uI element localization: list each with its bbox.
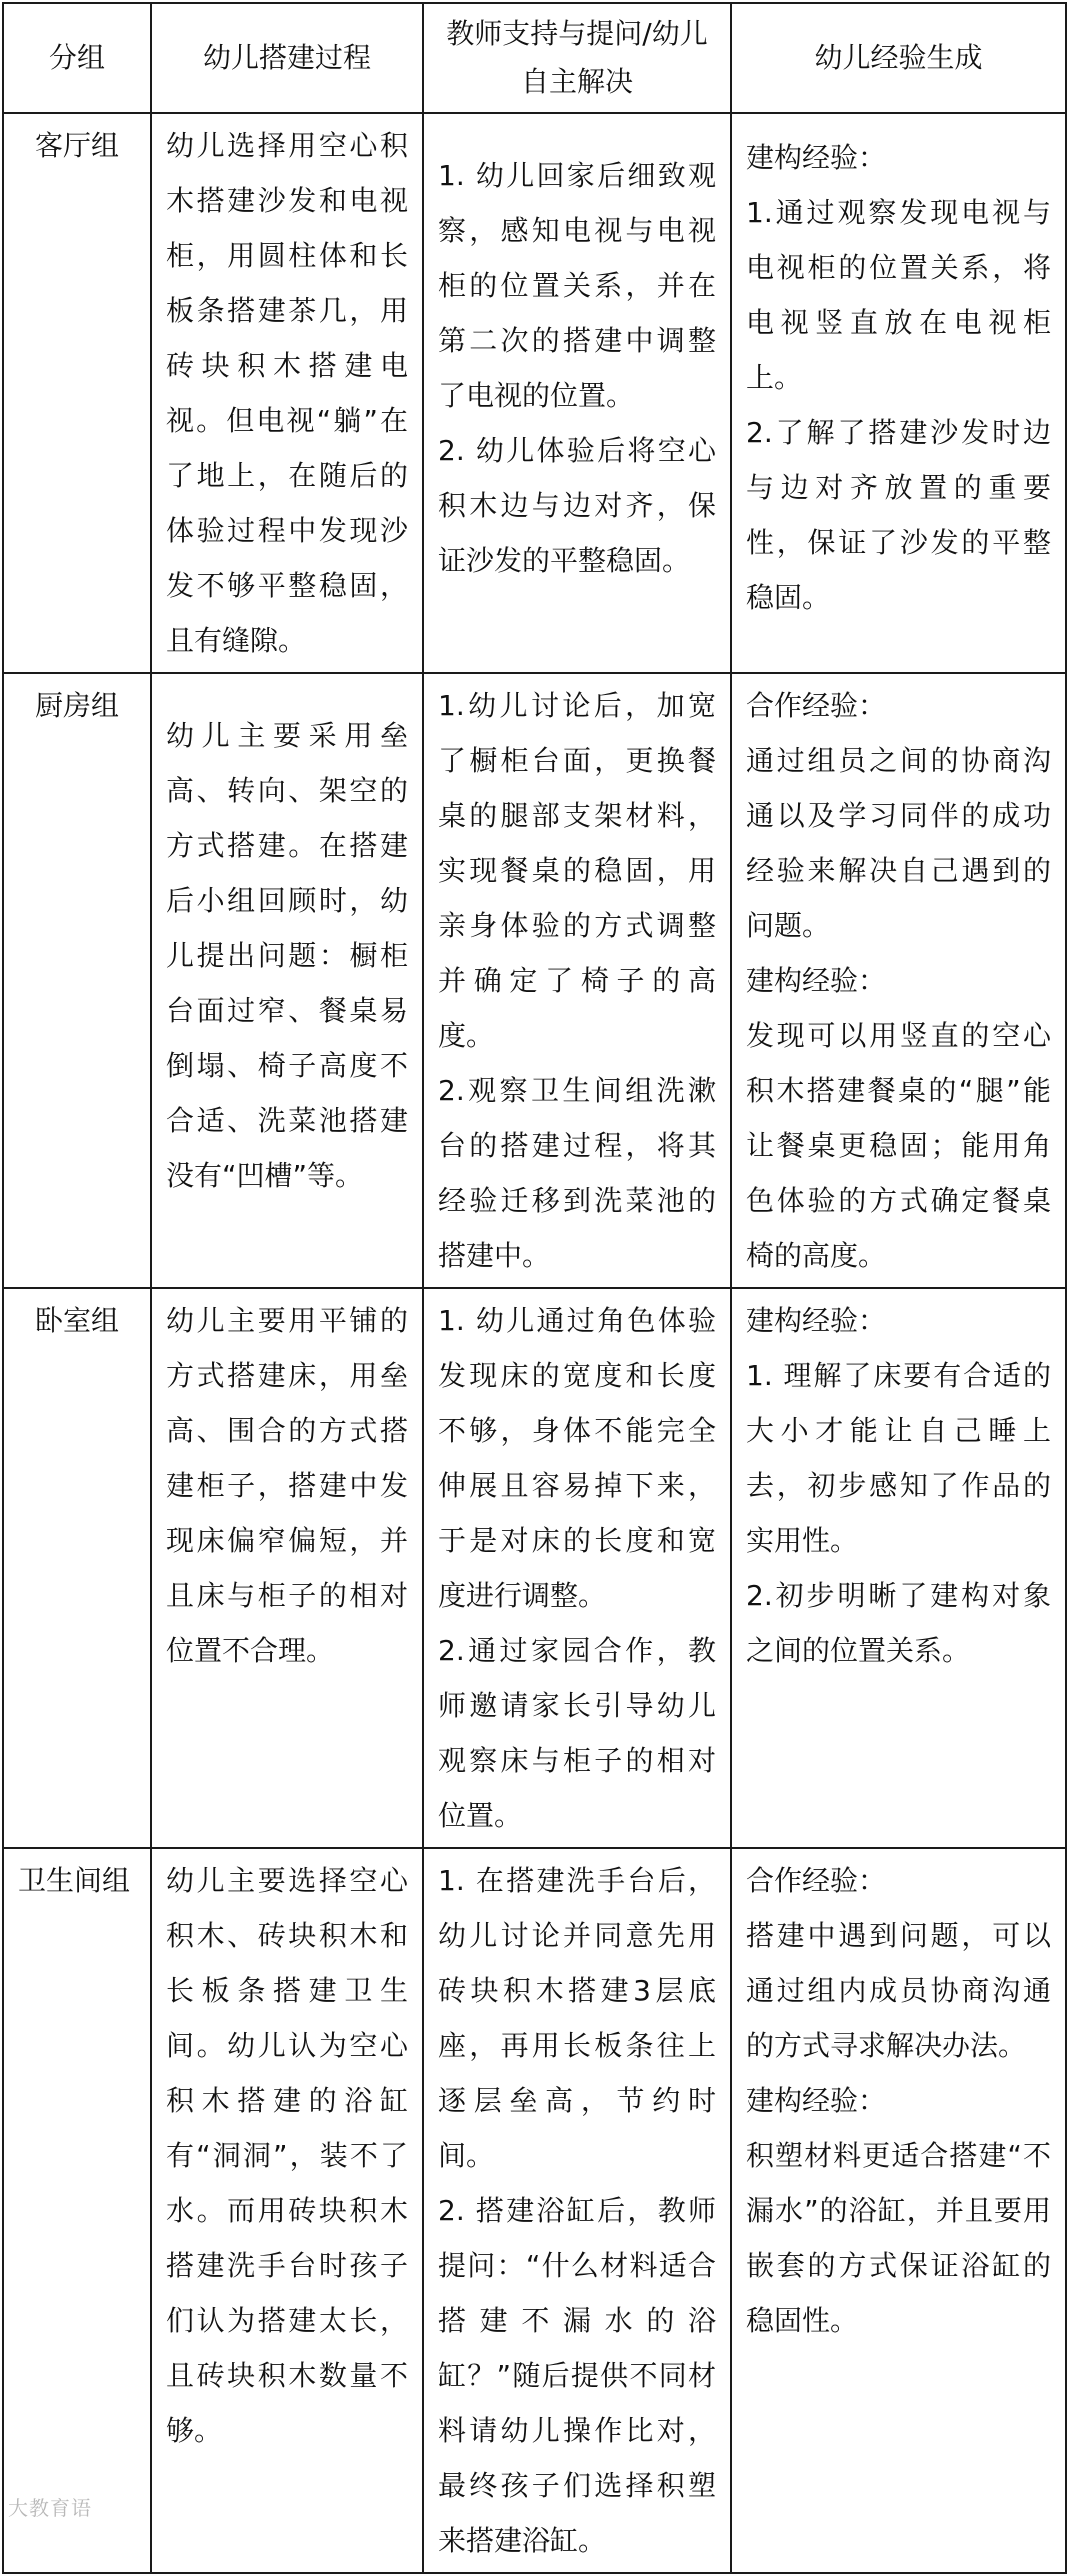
support-cell — [423, 113, 731, 673]
process-cell — [151, 673, 423, 1288]
watermark-text: 大教育语 — [8, 2496, 92, 2520]
table-row — [3, 113, 1066, 673]
support-item: 2.通过家园合作，教师邀请家长引导幼儿观察床与柜子的相对位置。 — [438, 1634, 716, 1832]
support-item: 1. 在搭建洗手台后，幼儿讨论并同意先用砖块积木搭建3层底座，再用长板条往上逐层垒高，节约时间。 — [438, 1864, 716, 2172]
support-item: 2. 幼儿体验后将空心积木边与边对齐，保证沙发的平整稳固。 — [438, 434, 716, 577]
experience-item: 发现可以用竖直的空心积木搭建餐桌的“腿”能让餐桌更稳固；能用角色体验的方式确定餐桌椅的高度。 — [746, 1019, 1051, 1272]
process-text: 幼儿主要选择空心积木、砖块积木和长板条搭建卫生间。幼儿认为空心积木搭建的浴缸有“洞洞”，装不了水。而用砖块积木搭建洗手台时孩子们认为搭建太长，且砖块积木数量不够。 — [166, 1864, 408, 2447]
table-row — [3, 1848, 1066, 2573]
experience-heading: 建构经验： — [746, 2084, 887, 2117]
experience-item: 2.了解了搭建沙发时边与边对齐放置的重要性，保证了沙发的平整稳固。 — [746, 416, 1051, 614]
experience-heading: 建构经验： — [746, 141, 887, 174]
experience-item: 1.通过观察发现电视与电视柜的位置关系，将电视竖直放在电视柜上。 — [746, 196, 1051, 394]
table-row — [3, 1288, 1066, 1848]
support-item: 2. 搭建浴缸后，教师提问：“什么材料适合搭建不漏水的浴缸？”随后提供不同材料请幼儿操作比对，最终孩子们选择积塑来搭建浴缸。 — [438, 2194, 716, 2557]
process-text: 幼儿主要用平铺的方式搭建床，用垒高、围合的方式搭建柜子，搭建中发现床偏窄偏短，并且床与柜子的相对位置不合理。 — [166, 1304, 408, 1667]
support-item: 2.观察卫生间组洗漱台的搭建过程，将其经验迁移到洗菜池的搭建中。 — [438, 1074, 716, 1272]
group-name: 客厅组 — [3, 113, 151, 673]
header-process: 幼儿搭建过程 — [151, 3, 423, 113]
content-table — [2, 2, 1067, 2574]
group-name: 厨房组 — [3, 673, 151, 1288]
experience-heading: 建构经验： — [746, 964, 887, 997]
process-text: 幼儿主要采用垒高、转向、架空的方式搭建。在搭建后小组回顾时，幼儿提出问题：橱柜台面过窄、餐桌易倒塌、椅子高度不合适、洗菜池搭建没有“凹槽”等。 — [166, 719, 408, 1192]
process-text: 幼儿选择用空心积木搭建沙发和电视柜，用圆柱体和长板条搭建茶几，用砖块积木搭建电视。但电视“躺”在了地上，在随后的体验过程中发现沙发不够平整稳固，且有缝隙。 — [166, 129, 408, 657]
support-item: 1. 幼儿回家后细致观察，感知电视与电视柜的位置关系，并在第二次的搭建中调整了电视的位置。 — [438, 159, 716, 412]
experience-cell — [731, 1288, 1066, 1848]
experience-item: 2.初步明晰了建构对象之间的位置关系。 — [746, 1579, 1051, 1667]
support-cell — [423, 1288, 731, 1848]
process-cell — [151, 113, 423, 673]
experience-cell — [731, 673, 1066, 1288]
support-cell — [423, 1848, 731, 2573]
experience-heading: 建构经验： — [746, 1304, 887, 1337]
group-name: 卫生间组 — [3, 1848, 151, 2573]
header-group: 分组 — [3, 3, 151, 113]
support-item: 1. 幼儿通过角色体验发现床的宽度和长度不够，身体不能完全伸展且容易掉下来，于是对床的长度和宽度进行调整。 — [438, 1304, 716, 1612]
experience-item: 通过组员之间的协商沟通以及学习同伴的成功经验来解决自己遇到的问题。 — [746, 744, 1051, 942]
process-cell — [151, 1288, 423, 1848]
header-experience: 幼儿经验生成 — [731, 3, 1066, 113]
experience-cell — [731, 113, 1066, 673]
table-row — [3, 673, 1066, 1288]
process-cell — [151, 1848, 423, 2573]
group-name: 卧室组 — [3, 1288, 151, 1848]
experience-item: 1. 理解了床要有合适的大小才能让自己睡上去，初步感知了作品的实用性。 — [746, 1359, 1051, 1557]
experience-cell — [731, 1848, 1066, 2573]
experience-heading: 合作经验： — [746, 1864, 887, 1897]
header-row — [3, 3, 1066, 113]
experience-item: 搭建中遇到问题，可以通过组内成员协商沟通的方式寻求解决办法。 — [746, 1919, 1051, 2062]
experience-heading: 合作经验： — [746, 689, 887, 722]
header-support: 教师支持与提问/幼儿自主解决 — [423, 3, 731, 113]
support-item: 1.幼儿讨论后，加宽了橱柜台面，更换餐桌的腿部支架材料，实现餐桌的稳固，用亲身体验的方式调整并确定了椅子的高度。 — [438, 689, 716, 1052]
experience-item: 积塑材料更适合搭建“不漏水”的浴缸，并且要用嵌套的方式保证浴缸的稳固性。 — [746, 2139, 1051, 2337]
support-cell — [423, 673, 731, 1288]
